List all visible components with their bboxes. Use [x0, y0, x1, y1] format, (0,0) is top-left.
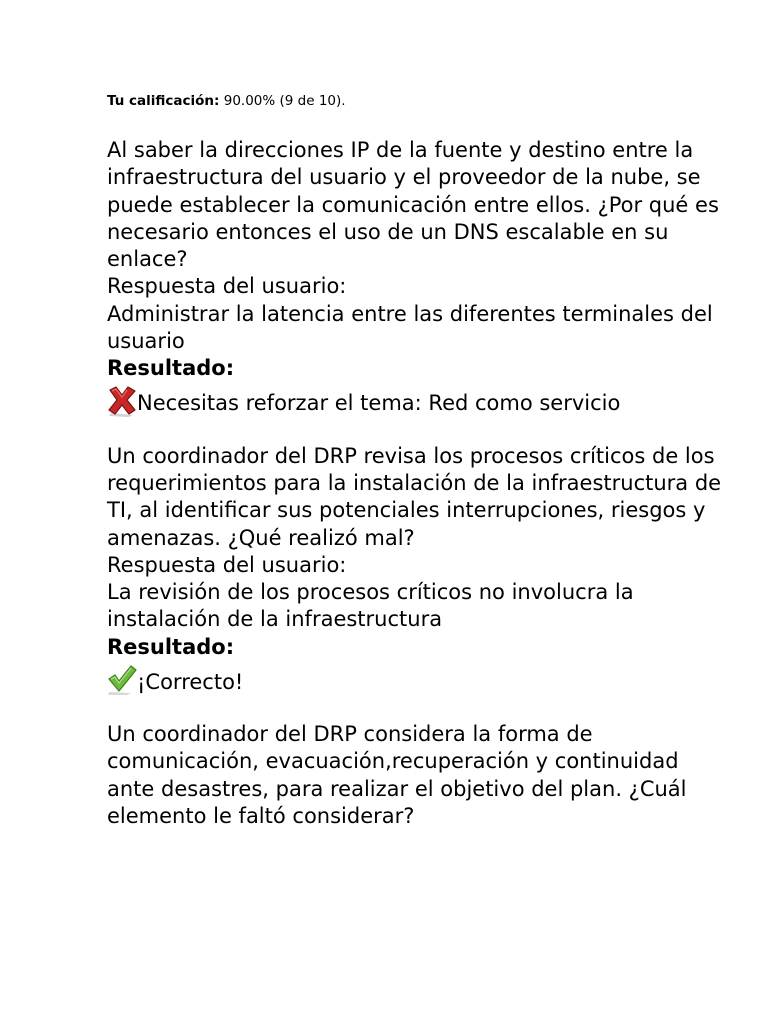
green-check-icon [107, 664, 137, 696]
question-list [107, 137, 727, 853]
question-text: Un coordinador del DRP considera la forma de comunicación, evacuación,recuperación y continuidad ante desastres, para realizar el objetivo del plan. ¿Cuál elemento le faltó considerar? [107, 722, 687, 828]
result-feedback [107, 383, 727, 420]
question-text: Al saber la direcciones IP de la fuente y destino entre la infraestructura del usuario y el proveedor de la nube, se puede establecer la comunicación entre ellos. ¿Por qué es necesario entonces el uso de un DNS escalable en su enlace? [107, 138, 719, 272]
feedback-text: ¡Correcto! [137, 669, 244, 694]
question-block [107, 443, 727, 698]
feedback-text: Necesitas reforzar el tema: Red como servicio [137, 391, 621, 416]
score-value: 90.00% (9 de 10). [223, 93, 346, 109]
user-answer-label: Respuesta del usuario: [107, 274, 347, 299]
question-block [107, 137, 727, 420]
red-x-icon [107, 386, 137, 418]
result-label: Resultado: [107, 634, 235, 659]
question-text: Un coordinador del DRP revisa los procesos críticos de los requerimientos para la instalación de la infraestructura de TI, al identificar sus potenciales interrupciones, riesgos y amenazas. ¿Qué realizó mal? [107, 443, 722, 550]
user-answer-text: La revisión de los procesos críticos no involucra la instalación de la infraestructura [107, 580, 634, 632]
user-answer-label: Respuesta del usuario: [107, 552, 347, 577]
score-line [107, 92, 346, 110]
question-block [107, 721, 727, 830]
result-label: Resultado: [107, 356, 235, 381]
user-answer-text: Administrar la latencia entre las diferentes terminales del usuario [107, 301, 713, 354]
score-label: Tu calificación: [107, 93, 220, 109]
result-feedback [107, 661, 727, 698]
